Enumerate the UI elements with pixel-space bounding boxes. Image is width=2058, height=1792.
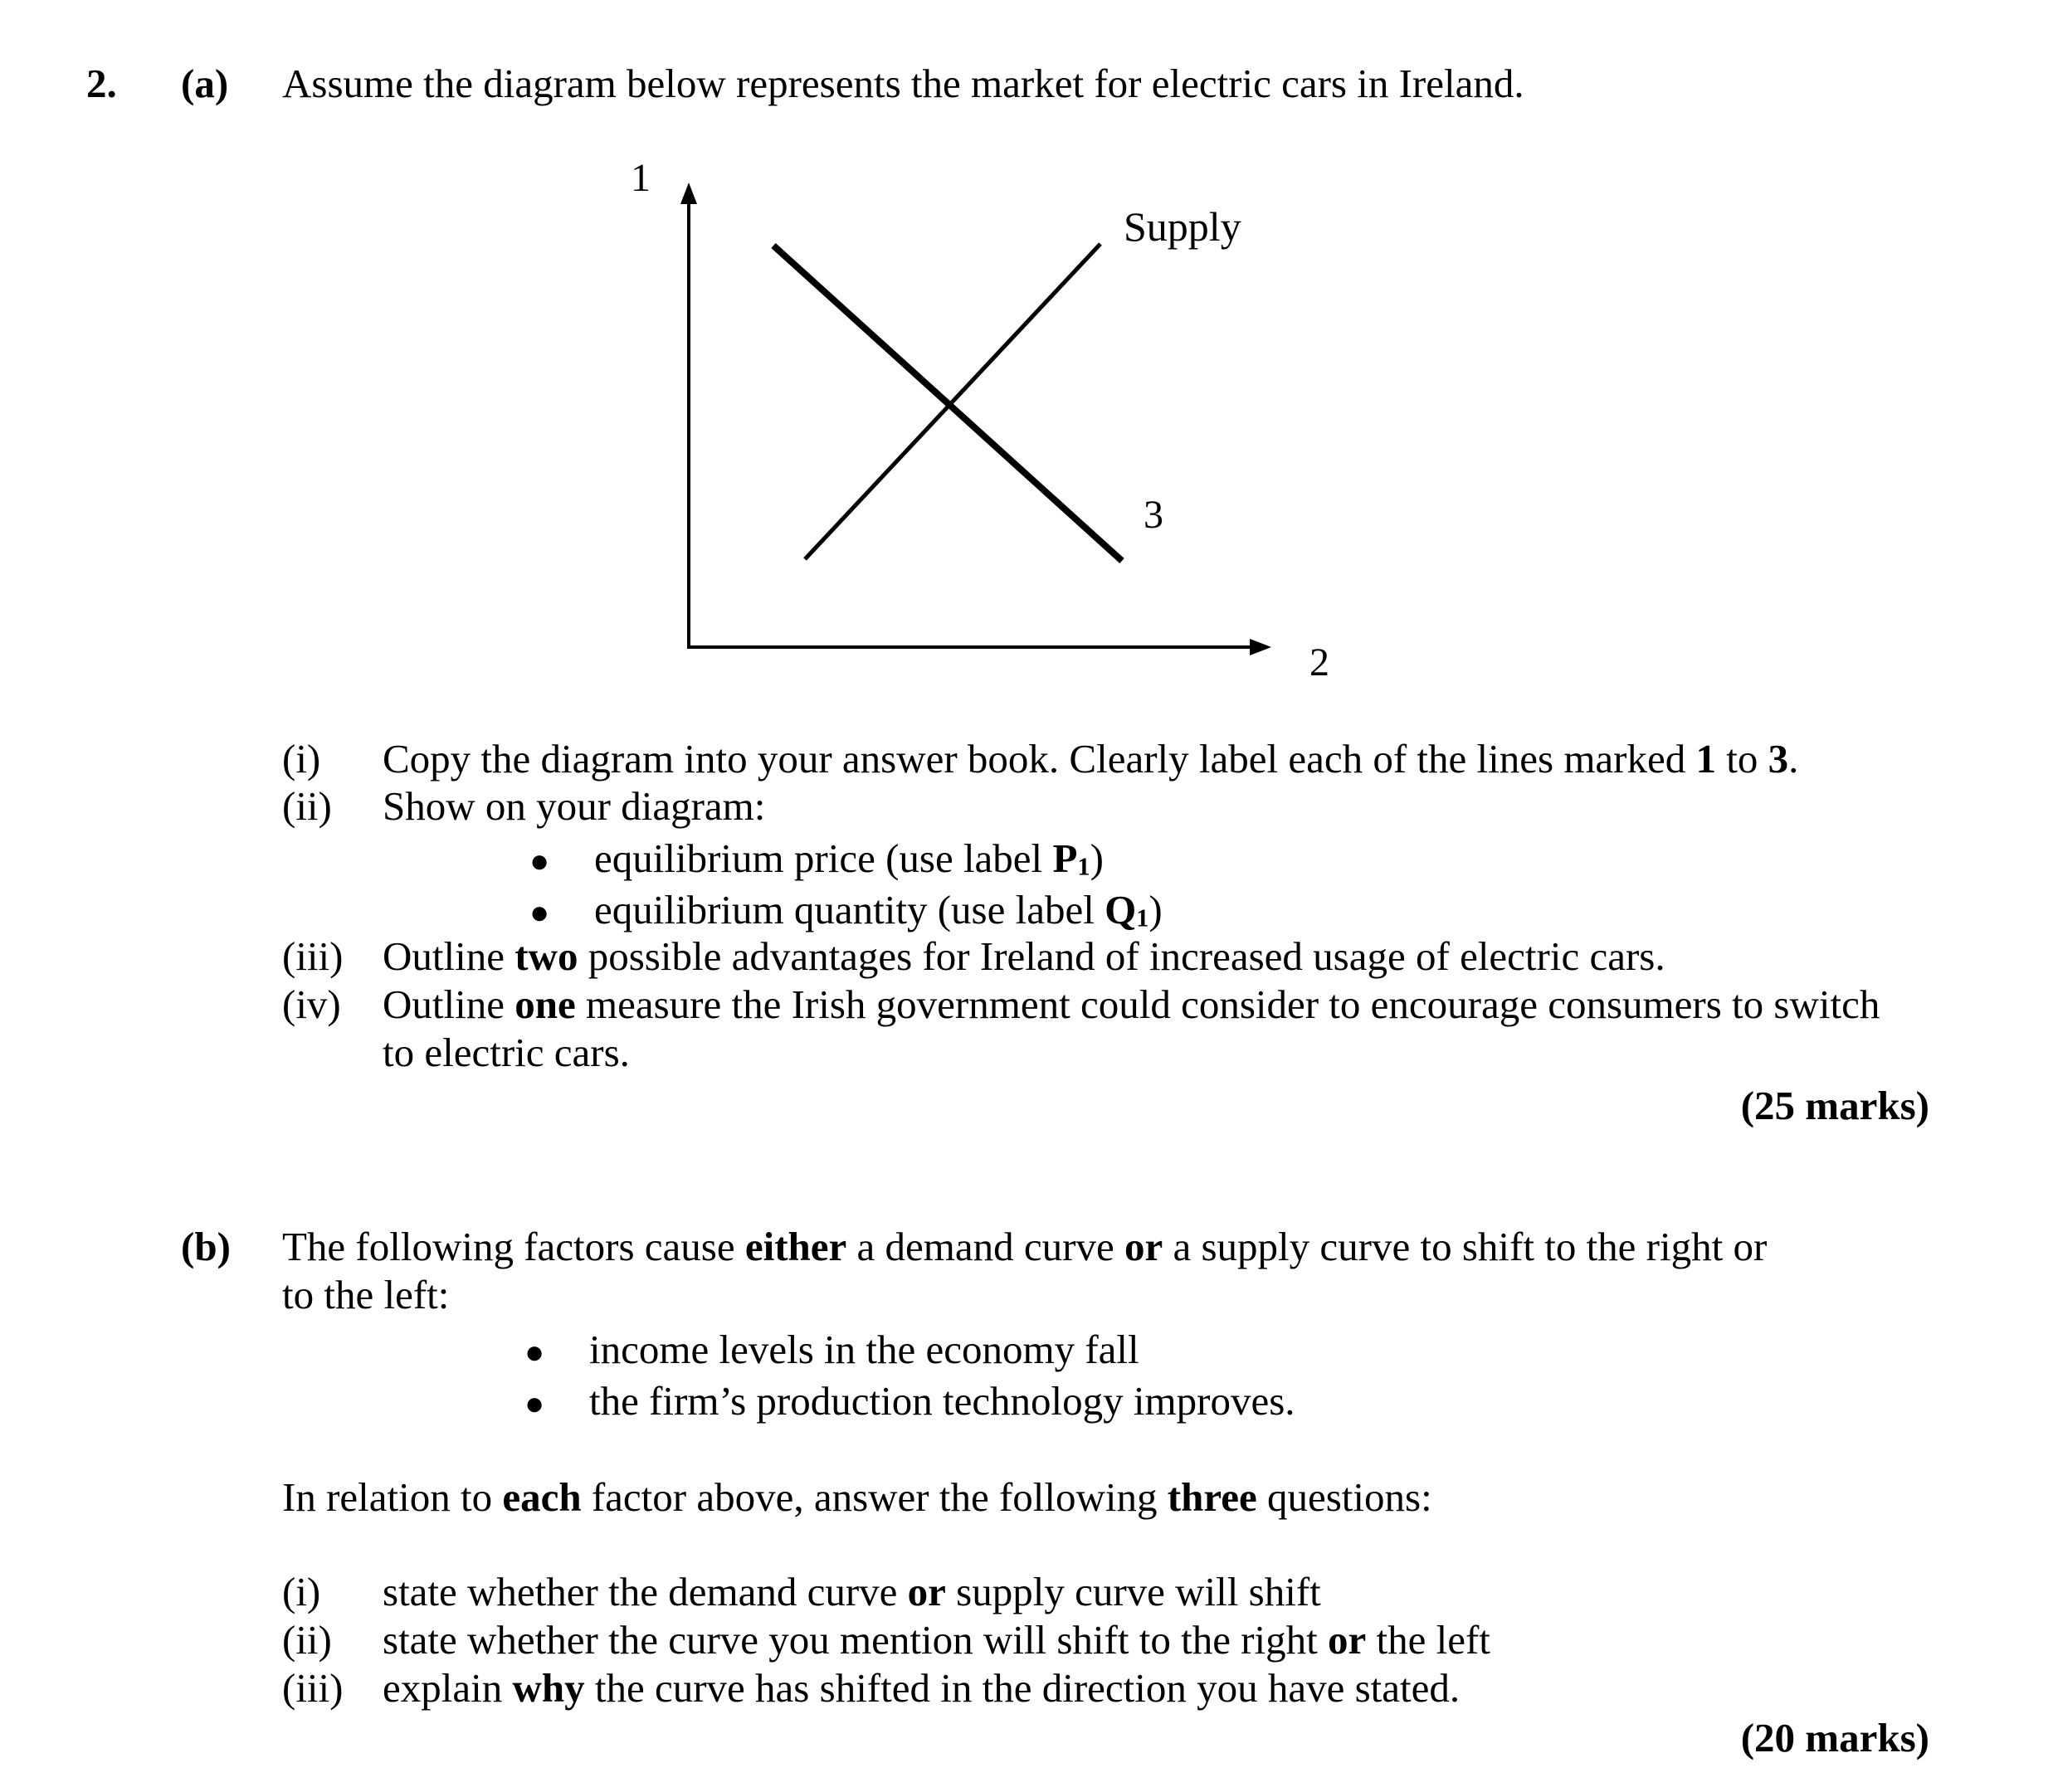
part-a-marks: (25 marks) <box>1740 1083 1929 1128</box>
part-a-label: (a) <box>181 61 229 106</box>
axis-label-2: 2 <box>1309 640 1329 684</box>
demand-curve <box>773 246 1122 561</box>
part-a-item-ii-text: Show on your diagram: <box>383 783 766 829</box>
part-b-item-ii-text: state whether the curve you mention will shift to the right or the left <box>383 1617 1490 1663</box>
part-b-label: (b) <box>181 1224 231 1269</box>
part-a-item-iv-text-continued: to electric cars. <box>383 1030 630 1075</box>
bullet-marker: ● <box>524 1385 545 1422</box>
curve-label-3: 3 <box>1144 493 1163 537</box>
part-b-item-iii-num: (iii) <box>282 1665 344 1711</box>
part-a-item-iii-num: (iii) <box>282 933 344 979</box>
price-axis-arrowhead <box>680 183 697 204</box>
part-a-item-iv-num: (iv) <box>282 981 341 1027</box>
bullet-marker: ● <box>524 1333 545 1371</box>
part-a-item-i-text: Copy the diagram into your answer book. Clearly label each of the lines marked 1 to 3. <box>383 736 1799 782</box>
part-b-intro-continued: to the left: <box>282 1272 450 1317</box>
question-number: 2. <box>86 61 117 106</box>
part-b-item-i-num: (i) <box>282 1569 321 1614</box>
part-b-item-ii-num: (ii) <box>282 1617 332 1663</box>
part-b-item-i-text: state whether the demand curve or supply curve will shift <box>383 1569 1321 1614</box>
bullet-marker: ● <box>529 894 550 931</box>
bullet-technology-improves: the firm’s production technology improves. <box>589 1378 1295 1424</box>
part-a-item-ii-num: (ii) <box>282 783 332 829</box>
quantity-axis-arrowhead <box>1250 639 1271 655</box>
supply-curve <box>805 244 1100 559</box>
bullet-equilibrium-quantity: equilibrium quantity (use label Q1) <box>594 887 1163 933</box>
part-b-intro: The following factors cause either a demand curve or a supply curve to shift to the right or <box>282 1224 1768 1269</box>
bullet-equilibrium-price: equilibrium price (use label P1) <box>594 835 1104 881</box>
part-b-item-iii-text: explain why the curve has shifted in the direction you have stated. <box>383 1665 1461 1711</box>
part-b-marks: (20 marks) <box>1740 1715 1929 1760</box>
part-a-item-i-num: (i) <box>282 736 321 782</box>
part-a-intro: Assume the diagram below represents the market for electric cars in Ireland. <box>282 61 1524 106</box>
bullet-income-fall: income levels in the economy fall <box>589 1327 1139 1372</box>
part-b-relation: In relation to each factor above, answer the following three questions: <box>282 1474 1432 1520</box>
axis-label-1: 1 <box>631 156 651 200</box>
part-a-item-iv-text: Outline one measure the Irish government could consider to encourage consumers to switch <box>383 981 1880 1027</box>
supply-demand-diagram <box>0 0 2058 747</box>
bullet-marker: ● <box>529 842 550 879</box>
part-a-item-iii-text: Outline two possible advantages for Ireland of increased usage of electric cars. <box>383 933 1665 979</box>
supply-label: Supply <box>1124 203 1241 250</box>
